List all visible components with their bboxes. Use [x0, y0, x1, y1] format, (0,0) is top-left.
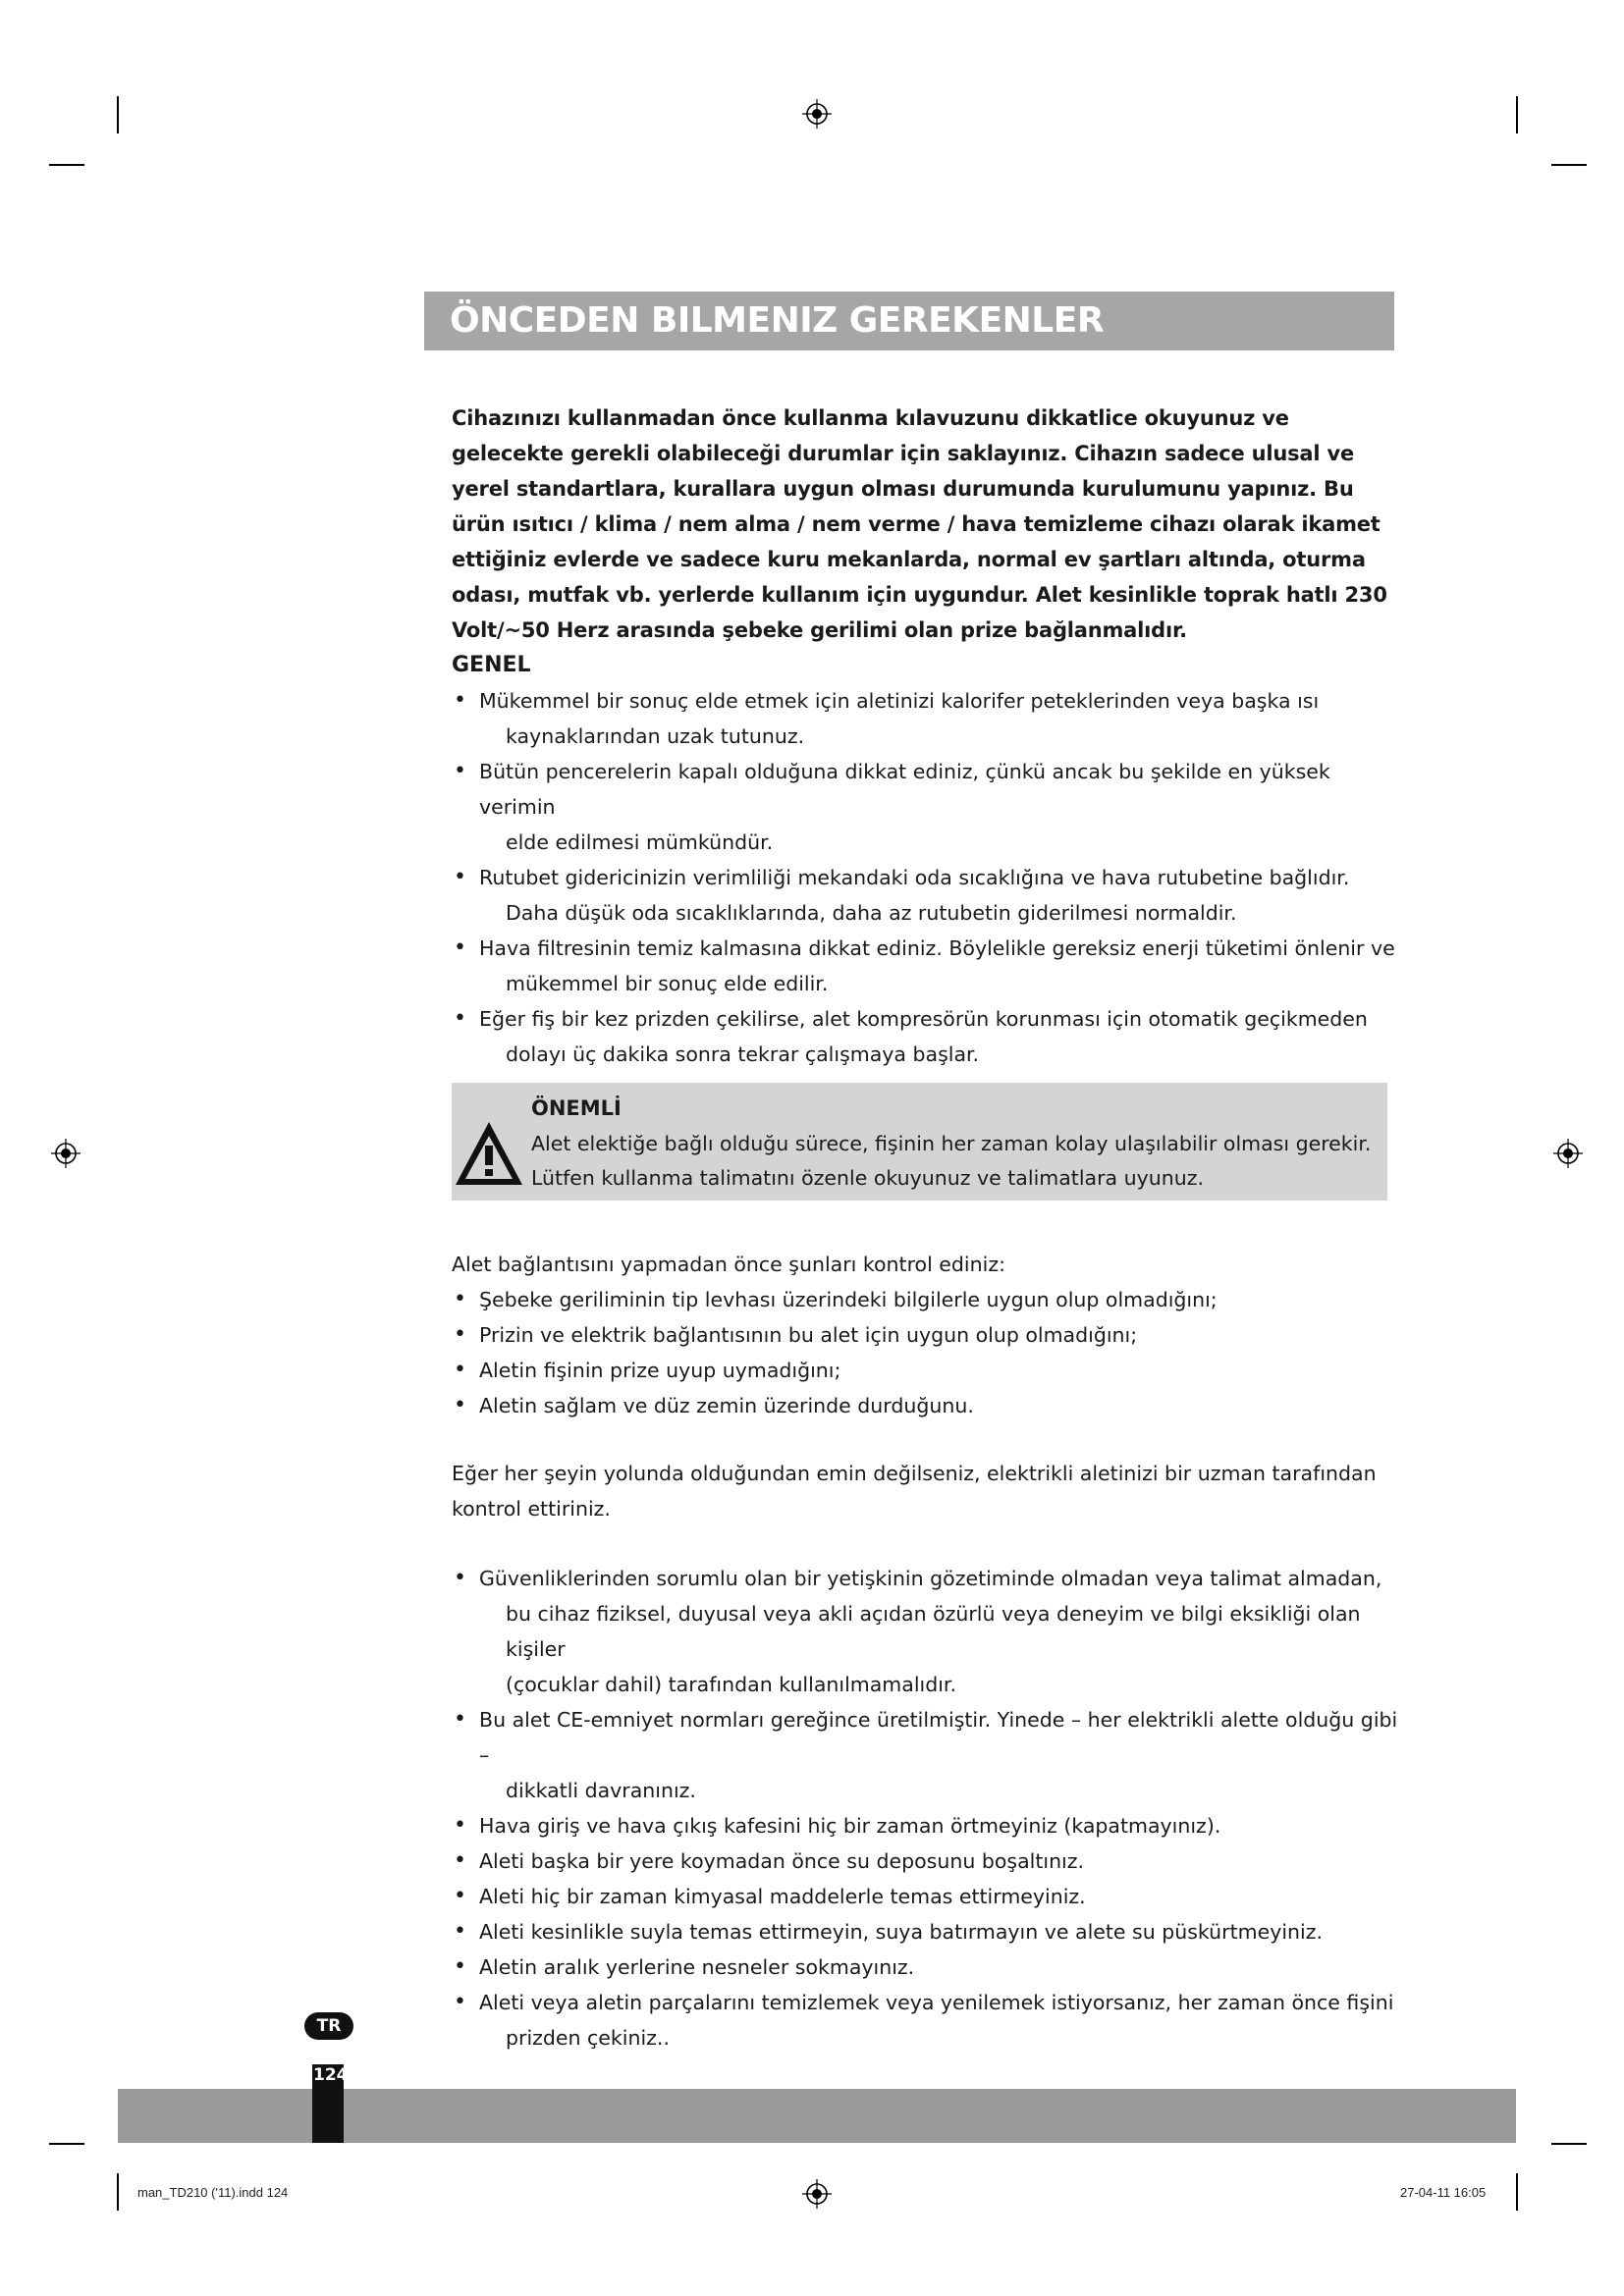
genel-list [452, 683, 1399, 1072]
crop-mark [1516, 96, 1518, 133]
list-item-text: mükemmel bir sonuç elde edilir. [506, 972, 829, 995]
list-item [452, 931, 1399, 1001]
page-title: ÖNCEDEN BILMENIZ GEREKENLER [424, 292, 1394, 350]
list-item-text: prizden çekiniz.. [506, 2026, 670, 2050]
note-text: Lütfen kullanma talimatını özenle okuyunuz ve talimatlara uyunuz. [531, 1166, 1204, 1190]
list-item [452, 1879, 1399, 1914]
list-item [452, 1561, 1399, 1702]
list-item [452, 1843, 1399, 1879]
list-item-text: • Aleti hiç bir zaman kimyasal maddelerle temas ettirmeyiniz. [479, 1885, 1086, 1908]
list-item [452, 1949, 1399, 1985]
intro-paragraph: Cihazınızı kullanmadan önce kullanma kılavuzunu dikkatlice okuyunuz ve gelecekte gerekli olabileceği durumlar için saklayınız. Cihazın sadece ulusal ve yerel standartlara, kurallara uygun olması durumunda kurulumunu yapınız. Bu ürün ısıtıcı / klima / nem alma / nem verme / hava temizleme cihazı olarak ikamet ettiğiniz evlerde ve sadece kuru mekanlarda, normal ev şartları altında, oturma odası, mutfak vb. yerlerde kullanım için uygundur. Alet kesinlikle toprak hatlı 230 Volt/~50 Herz arasında şebeke gerilimi olan prize bağlanmalıdır. [452, 406, 1387, 642]
page-number: 124 [313, 2065, 349, 2085]
list-item [452, 1914, 1399, 1949]
list-item-text: elde edilmesi mümkündür. [506, 830, 774, 854]
crop-mark [1551, 2143, 1587, 2145]
list-item-text: (çocuklar dahil) tarafından kullanılmamalıdır. [506, 1673, 956, 1696]
list-item-text: • Eğer fiş bir kez prizden çekilirse, alet kompresörün korunması için otomatik geçikmeden [479, 1007, 1368, 1031]
important-note [452, 1083, 1387, 1201]
section-heading-genel: GENEL [452, 653, 531, 677]
registration-mark-icon [802, 99, 832, 129]
list-item-text: bu cihaz fiziksel, duyusal veya akli açıdan özürlü veya deneyim ve bilgi eksikliği olan kişiler [506, 1602, 1361, 1661]
list-item-text: • Mükemmel bir sonuç elde etmek için aletinizi kalorifer peteklerinden veya başka ısı [479, 689, 1320, 713]
print-slug-date: 27-04-11 16:05 [1400, 2185, 1487, 2200]
print-slug-file: man_TD210 ('11).indd 124 [137, 2185, 289, 2200]
registration-mark-icon [51, 1139, 81, 1168]
list-item [452, 1808, 1399, 1843]
list-item-text: • Güvenliklerinden sorumlu olan bir yetişkinin gözetiminde olmadan veya talimat almadan, [479, 1567, 1382, 1590]
crop-mark [117, 2173, 119, 2211]
list-item [452, 1282, 1399, 1317]
list-item-text: • Prizin ve elektrik bağlantısının bu alet için uygun olup olmadığını; [479, 1323, 1138, 1347]
expert-check-paragraph: Eğer her şeyin yolunda olduğundan emin değilseniz, elektrikli aletinizi bir uzman tarafından kontrol ettiriniz. [452, 1462, 1377, 1521]
list-item [452, 1317, 1399, 1353]
list-item-text: kaynaklarından uzak tutunuz. [506, 724, 805, 748]
crop-mark [49, 164, 84, 166]
check-intro: Alet bağlantısını yapmadan önce şunları kontrol ediniz: [452, 1253, 1005, 1276]
registration-mark-icon [802, 2179, 832, 2209]
list-item-text: • Aletin fişinin prize uyup uymadığını; [479, 1359, 841, 1382]
list-item-text: dikkatli davranınız. [506, 1779, 696, 1802]
crop-mark [49, 2143, 84, 2145]
list-item-text: • Şebeke geriliminin tip levhası üzerindeki bilgilerle uygun olup olmadığını; [479, 1288, 1218, 1311]
list-item-text: • Bu alet CE-emniyet normları gereğince üretilmiştir. Yinede – her elektrikli alette olduğu gibi – [479, 1708, 1398, 1767]
list-item [452, 754, 1399, 860]
crop-mark [117, 96, 119, 133]
list-item-text: • Hava giriş ve hava çıkış kafesini hiç bir zaman örtmeyiniz (kapatmayınız). [479, 1814, 1221, 1838]
list-item-text: • Aletin sağlam ve düz zemin üzerinde durduğunu. [479, 1394, 974, 1417]
list-item [452, 1985, 1399, 2056]
crop-mark [1516, 2173, 1518, 2211]
list-item-text: • Aleti başka bir yere koymadan önce su deposunu boşaltınız. [479, 1849, 1085, 1873]
note-text: Alet elektiğe bağlı olduğu sürece, fişinin her zaman kolay ulaşılabilir olması gerekir. [531, 1132, 1372, 1155]
list-item-text: dolayı üç dakika sonra tekrar çalışmaya başlar. [506, 1042, 980, 1066]
list-item [452, 1353, 1399, 1388]
list-item-text: • Aleti veya aletin parçalarını temizlemek veya yenilemek istiyorsanız, her zaman önce fişini [479, 1991, 1394, 2014]
list-item-text: • Rutubet gidericinizin verimliliği mekandaki oda sıcaklığına ve hava rutubetine bağlıdır. [479, 866, 1350, 889]
safety-list [452, 1561, 1399, 2056]
list-item [452, 1702, 1399, 1808]
registration-mark-icon [1553, 1139, 1583, 1168]
warning-triangle-icon [454, 1118, 524, 1189]
list-item [452, 1388, 1399, 1423]
list-item-text: Daha düşük oda sıcaklıklarında, daha az rutubetin giderilmesi normaldir. [506, 901, 1237, 925]
list-item [452, 1001, 1399, 1072]
check-list [452, 1282, 1399, 1423]
crop-mark [1551, 164, 1587, 166]
note-title: ÖNEMLİ [531, 1096, 622, 1120]
list-item-text: • Hava filtresinin temiz kalmasına dikkat ediniz. Böylelikle gereksiz enerji tüketimi önlenir ve [479, 936, 1395, 960]
language-badge: TR [304, 2012, 353, 2040]
list-item-text: • Bütün pencerelerin kapalı olduğuna dikkat ediniz, çünkü ancak bu şekilde en yüksek verimin [479, 760, 1330, 819]
list-item [452, 683, 1399, 754]
list-item-text: • Aletin aralık yerlerine nesneler sokmayınız. [479, 1955, 915, 1979]
list-item [452, 860, 1399, 931]
list-item-text: • Aleti kesinlikle suyla temas ettirmeyin, suya batırmayın ve alete su püskürtmeyiniz. [479, 1920, 1324, 1944]
